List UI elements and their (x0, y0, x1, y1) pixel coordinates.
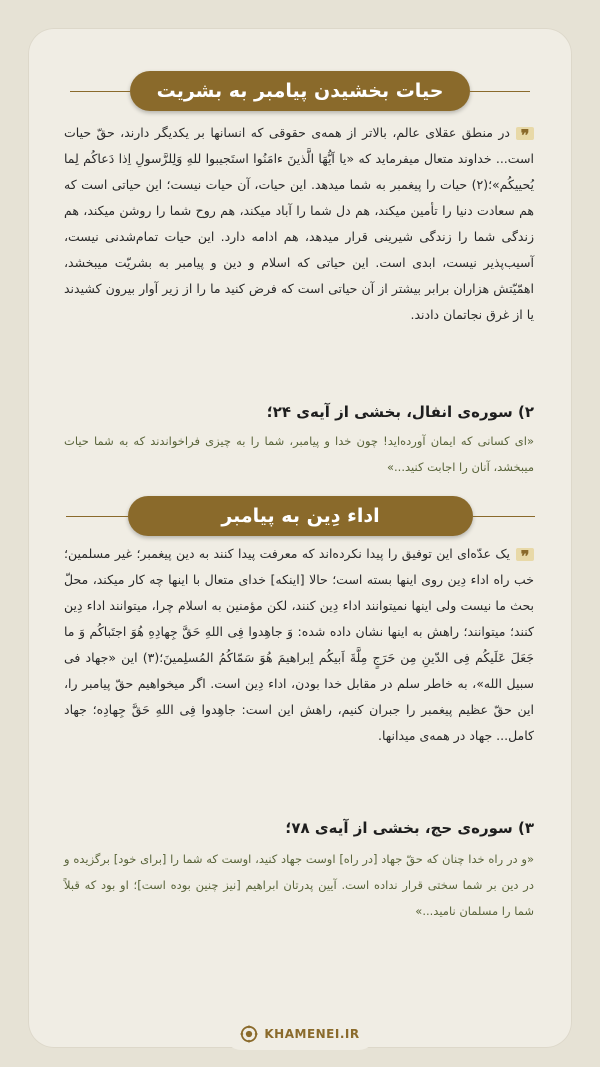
section-title-life (130, 71, 470, 111)
section-title-text: حیات بخشیدن پیامبر به بشریت (156, 80, 444, 102)
footnote-heading-anfal: ۲) سوره‌ی انفال، بخشی از آیه‌ی ۲۴؛ (266, 403, 534, 421)
footnote-verse-anfal: «ای کسانی که ایمان آورده‌اید! چون خدا و پیامبر، شما را به چیزی فراخواندند که به شما حیات میبخشد، آنان را اجابت کنید...» (64, 434, 534, 474)
quote-icon: ❞ (516, 127, 534, 140)
section-title-text: اداء دِین به پیامبر (221, 505, 380, 527)
quote-icon: ❞ (516, 548, 534, 561)
footer-logo[interactable] (225, 1018, 375, 1050)
footnote-verse-hajj: «و در راه خدا چنان که حقّ جهاد [در راه] اوست جهاد کنید، اوست که شما را [برای خود] برگزیده و در دین بر شما سختی قرار نداده است. آیین پدرتان ابراهیم [نیز چنین بوده است]؛ او بود که قبلاً شما را مسلمان نامید...» (64, 852, 534, 918)
section-title-debt (128, 496, 473, 536)
section-paragraph-debt (64, 541, 534, 749)
paragraph-text: یک عدّه‌ای این توفیق را پیدا نکرده‌اند که معرفت پیدا کنند به دین پیغمبر؛ غیر مسلمین؛ خب راه اداء دِین روی اینها بسته است؛ حالا [اینکه] خدای متعال با اینها چه کار میکند، محلّ بحث ما نیست ولی اینها نمیتوانند اداء دِین کنند، لکن مؤمنین به اسلام چرا، میتوانند اداء دِین کنند؛ میتوانند؛ راهش به اینها نشان داده شده: وَ جاهِدوا فِی اللهِ حَقَّ جِهادِهِ هُوَ اجتَباکُم وَ ما جَعَلَ عَلَیکُم فِی الدّینِ مِن حَرَجٍ مِلَّةَ اَبیکُم اِبراهیمَ هُوَ سَمّاکُمُ المُسلِمینَ؛(۳) این «جهاد فی سبیل الله»، به خاطر سلم در مقابل خدا بودن، اداء دِین است. اگر میخواهیم حقّ پیامبر را، این حقّ عظیم پیغمبر را جبران کنیم، راهش این است: جاهِدوا فِی اللهِ حَقَّ جِهادِه؛ جهاد کامل... جهاد در همه‌ی میدانها. (64, 546, 534, 743)
section-paragraph-life (64, 120, 534, 328)
paragraph-text: در منطق عقلای عالم، بالاتر از همه‌ی حقوقی که انسانها بر یکدیگر دارند، حقّ حیات است... خداوند متعال میفرماید که «یا اَیُّهَا الَّذینَ ءامَنُوا استَجیبوا للهِ وَلِلرَّسولِ اِذا دَعاکُم لِما یُحییکُم»؛(۲) حیات را پیغمبر به شما میدهد. این حیات، آن حیات نیست؛ این حیاتی است که هم سعادت دنیا را تأمین میکند، هم دل شما را آباد میکند، هم روح شما را روشن میکند، هم زندگی شما را زندگی شیرینی قرار میدهد، هم ادامه دارد. این حیات تمام‌شدنی نیست، آسیب‌پذیر نیست، ابدی است. این حیاتی که اسلام و دین و پیامبر به بشریّت میبخشد، اهمّیّتش هزاران برابر بیشتر از آن حیاتی است که فرض کنید ما را از زیر آوار بیرون کشیدند یا از غرق نجاتمان دادند. (64, 125, 534, 322)
footer-logo-text: KHAMENEI.IR (264, 1027, 360, 1041)
khamenei-logo-icon (240, 1025, 258, 1043)
footnote-heading-hajj: ۳) سوره‌ی حج، بخشی از آیه‌ی ۷۸؛ (285, 819, 534, 837)
